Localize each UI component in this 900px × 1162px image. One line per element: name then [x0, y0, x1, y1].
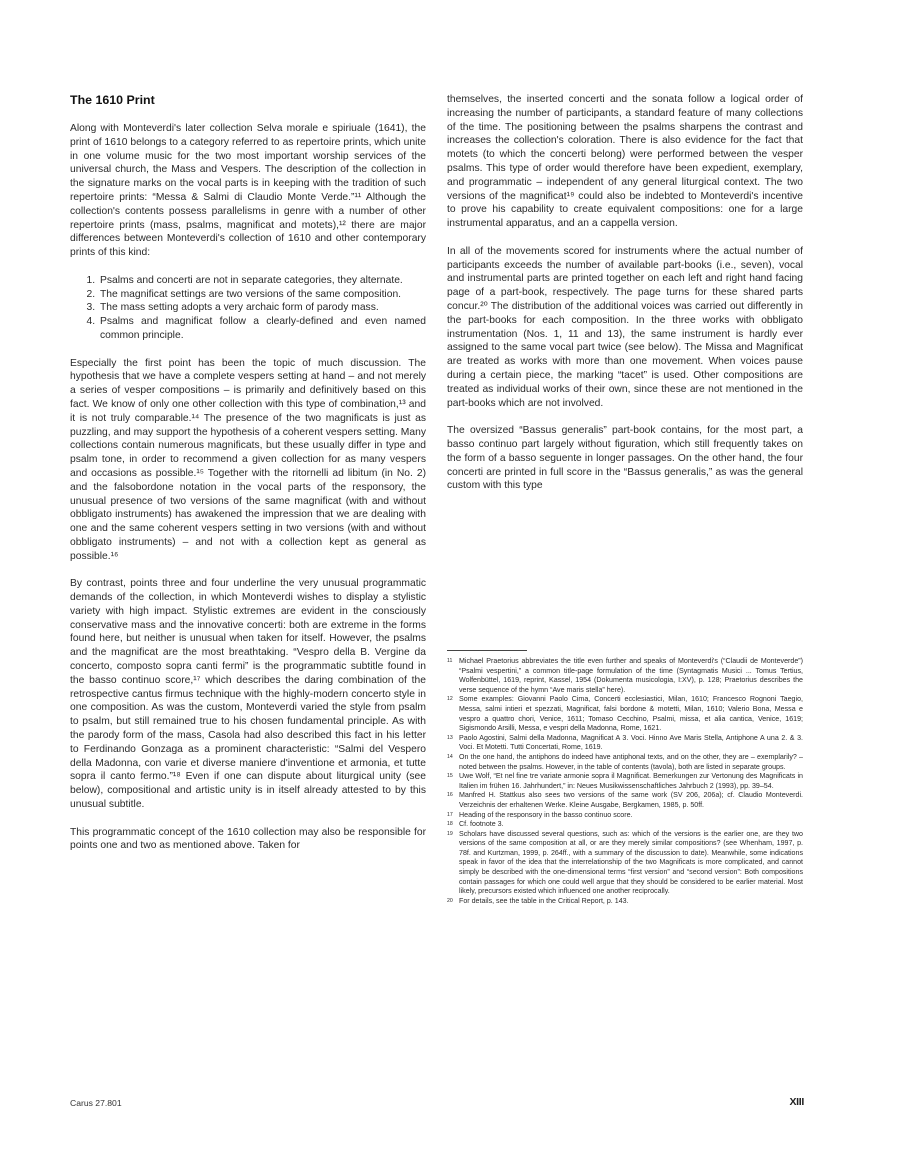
footnote-number: 13 [447, 734, 453, 741]
footnote-number: 18 [447, 821, 453, 828]
list-item: 1. Psalms and concerti are not in separate categories, they alternate. [98, 274, 426, 288]
footnote [447, 791, 803, 810]
footnote-rule [447, 650, 527, 651]
paragraph: By contrast, points three and four underline the very unusual programmatic demands of the collection, in which Monteverdi wishes to display a stylistic variety with high impact. Stylistic extremes are evident in the consciously conservative mass and the innovative concerti: both are extreme in the forms found here, but neither is unusual when taken for itself. However, the psalms and the magnificat are the most breathtaking. “Vespro della B. Vergine da concerto, composto sopra canti fermi” is the programmatic subtitle found in the basso continuo score,¹⁷ which describes the daring combination of the retrospective cantus firmus technique with the highly-modern concerto style in one composition. As was the custom, Monteverdi varied the style from psalm to psalm, but still remained true to his chosen fundamental principle. As with the parody form of the mass, Casola had also described this fact in his letter to Ferdinando Gonzaga as a prominent characteristic: “Salmi del Vespero della Madonna, con varie et diverse maniere d'inventione et armonia, et tutte sopra il canto fermo.”¹⁸ Even if one can dispute about liturgical unity (see below), compositional and artistic unity is in itself already attested to by this unusual subtitle. [70, 578, 426, 811]
footnote [447, 820, 803, 830]
numbered-list [70, 274, 426, 343]
footnote [447, 657, 803, 695]
footnote-text: For details, see the table in the Critical Report, p. 143. [459, 896, 629, 905]
footnote [447, 753, 803, 772]
footnote-text: Heading of the responsory in the basso continuo score. [459, 810, 633, 819]
footnote [447, 830, 803, 897]
footnote-text: Paolo Agostini, Salmi della Madonna, Magnificat A 3. Voci. Hinno Ave Maris Stella, Antiphone A una 2. & 3. Voci. Et Motetti. Tutti Concertati, Rome, 1619. [459, 733, 803, 752]
footnote-text: Scholars have discussed several questions, such as: which of the versions is the earlier one, are they two versions of the same composition at all, or are they merely similar compositions? (see Whenham, 1997, p. 78f. and Kurtzman, 1999, p. 264ff., with a summary of the discussion to date). Meanwhile, some indications speak in favor of the idea that the interrelationship of the two Magnificats is more complicated, and cannot simply be described with the one-dimensional terms “first version” and “second version”: Both compositions contain passages for which one could well argue that they should be considered to be earlier material. Most likely, precursors existed which influenced one another reciprocally. [459, 829, 803, 896]
footnote [447, 811, 803, 821]
footnote [447, 772, 803, 791]
page-number: XIII [789, 1096, 804, 1108]
footnote-text: Michael Praetorius abbreviates the title even further and speaks of Monteverdi's (“Claudii de Monteverde”) “Psalmi vespertini,” a common title-page formulation of the time (Syntagmatis Musici ... Tomus Tertius, Wolfenbüttel, 1619, reprint, Kassel, 1954 (Dokumenta musicologia, I:XV), p. 128; Praetorius describes the verse sequence of the hymn “Ave maris stella” here). [459, 657, 803, 694]
footnote [447, 734, 803, 753]
publisher-catalog-number: Carus 27.801 [70, 1098, 122, 1108]
paragraph: themselves, the inserted concerti and the sonata follow a logical order of increasing the number of participants, a standard feature of many collections of the time. The positioning between the psalms sharpens the contrast and increases the collection's coloration. There is also evidence for the fact that motets (to which the concerti belong) were performed between the vesper psalms. This type of order would therefore have been expedient, exemplary, and programmatic – independent of any general liturgical context. The two versions of the magnificat¹⁹ could also be indebted to Monteverdi's incentive to prove his capability to create equivalent compositions: one for a large instrumental apparatus, and an a cappella version. [447, 94, 803, 230]
footnote [447, 695, 803, 733]
footnote-text: Some examples: Giovanni Paolo Cima, Concerti ecclesiastici, Milan, 1610; Francesco Rognoni Taegio, Messa, salmi intieri et spezzati, Magnificat, falsi bordone & motetti, Milan, 1610; Valerio Bona, Messa e vespro a quattro chori, Venice, 1611; Tomaso Cecchino, Psalmi, missa, et alia cantica, Venice, 1619; Sigismondo Arsilli, Messa, e vespri della Madonna, Rome, 1621. [459, 695, 803, 733]
paragraph: Especially the first point has been the topic of much discussion. The hypothesis that we have a complete vespers setting at hand – and not merely a series of vesper compositions – is primarily and definitively based on this fact. We know of only one other collection with this type of combination,¹³ and it is not truly comparable.¹⁴ The presence of the two magnificats is just as puzzling, and may support the hypothesis of a coherent vespers setting. Many collections contain numerous magnificats, but these usually differ in type and psalm tone, in order to recommend a given collection for as many vespers and occasions as possible.¹⁵ Together with the ritornelli ad libitum (in No. 2) and the falsobordone notation in the vocal parts of the responsory, the unusual presence of two versions of the same magnificat (with and without obbligato instruments) has awakened the impression that we are dealing with one and the same coherent vespers setting in two versions (with and without obbligato instruments) – and not with a collection kept as general as possible.¹⁶ [70, 357, 426, 562]
footnote-number: 11 [447, 658, 453, 664]
footnotes [447, 650, 803, 906]
footnote-text: Uwe Wolf, “Et nel fine tre variate armonie sopra il Magnificat. Bemerkungen zur Vertonung des Magnificats in Italien im frühen 16. Jahrhundert,” in: Neues Musikwissenschaftliches Jahrbuch 2 (1993), pp. 39–54. [459, 772, 803, 790]
footnote-text: On the one hand, the antiphons do indeed have antiphonal texts, and on the other, they are – exemplarily? – noted between the psalms. However, in the table of contents (tavola), both are listed in separate groups. [459, 752, 803, 771]
footnote-number: 14 [447, 753, 453, 760]
list-item: 4. Psalms and magnificat follow a clearly-defined and even named common principle. [98, 315, 426, 343]
footnote [447, 897, 803, 907]
footnote-number: 20 [447, 897, 453, 904]
right-column [447, 93, 803, 507]
footnote-number: 17 [447, 811, 453, 818]
footnote-number: 12 [447, 696, 453, 703]
footnote-number: 15 [447, 773, 453, 780]
footnote-text: Manfred H. Stattkus also sees two versions of the same work (SV 206, 206a); cf. Claudio Monteverdi. Verzeichnis der erhaltenen Werke. Kleine Ausgabe, Bergkamen, 1985, p. 50ff. [459, 791, 803, 809]
paragraph: This programmatic concept of the 1610 collection may also be responsible for points one and two as mentioned above. Taken for [70, 826, 426, 852]
footnote-number: 16 [447, 792, 453, 799]
paragraph: In all of the movements scored for instruments where the actual number of participants exceeds the number of available part-books (i.e., seven), vocal and instrumental parts are printed together on each left and right hand facing page of a part-book, respectively. The page turns for these shared parts concur.²⁰ The distribution of the additional voices was carried out differently in the part-books for each composition. In the three works with obbligato instrumentation (Nos. 1, 11 and 13), the same instrument is hardly ever assigned to the same vocal part twice (see below). The Missa and Magnificat are treated as works with more than one movement. When voices pause during a certain piece, the marking “tacet” is used. Other compositions are treated as individual works of their own, since these are not mentioned in the part-books which are not involved. [447, 245, 803, 409]
list-item: 3. The mass setting adopts a very archaic form of parody mass. [98, 301, 426, 315]
footnote-number: 19 [447, 830, 453, 837]
left-column [70, 93, 426, 867]
paragraph: Along with Monteverdi's later collection Selva morale e spiriuale (1641), the print of 1610 belongs to a category referred to as repertoire prints, which unite in one volume music for the two most important worship services of the universal church, the Mass and Vespers. The description of the collection in the signature marks on the vocal parts is in keeping with the tradition of such repertoire prints: “Messa & Salmi di Claudio Monte Verde.”¹¹ Although the collection's contents possess parallelisms in genre with a number of other repertoire prints (mass, psalms, magnificat and motets),¹² there are major differences between Monteverdi's collection of 1610 and other contemporary prints of this kind: [70, 123, 426, 259]
footnote-text: Cf. footnote 3. [459, 820, 504, 829]
paragraph: The oversized “Bassus generalis” part-book contains, for the most part, a basso continuo part largely without figuration, which still frequently takes on the form of a basso seguente in longer passages. On the other hand, the four concerti are printed in full score in the “Bassus generalis,” as was the general custom with this type [447, 425, 803, 492]
section-heading: The 1610 Print [70, 93, 155, 107]
list-item: 2. The magnificat settings are two versions of the same composition. [98, 288, 426, 302]
